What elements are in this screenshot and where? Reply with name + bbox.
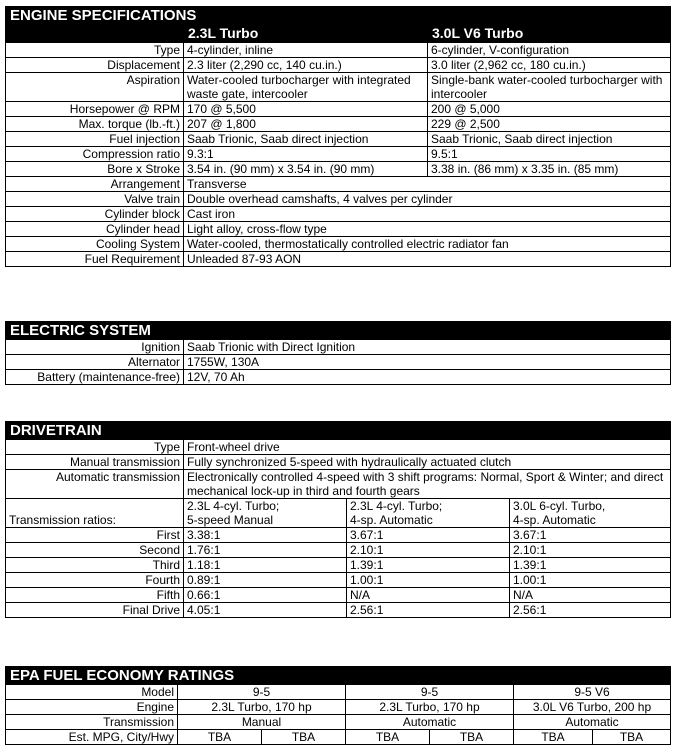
row-label: Fuel Requirement: [6, 252, 184, 267]
table-row: [6, 730, 671, 745]
value-2-3l: 9.3:1: [184, 147, 428, 162]
col-header-line: 4-sp. Automatic: [350, 513, 433, 527]
col-header-line: 2.3L 4-cyl. Turbo;: [350, 499, 443, 513]
table-row: [6, 370, 671, 385]
value-3-0l: 9.5:1: [428, 147, 671, 162]
row-value: Saab Trionic with Direct Ignition: [184, 340, 671, 355]
epa-table: [5, 666, 671, 745]
value-3-0l: 3.0 liter (2,962 cc, 180 cu.in.): [428, 58, 671, 73]
table-row: [6, 252, 671, 267]
row-label: Model: [6, 685, 178, 700]
ratio-value: 2.10:1: [510, 543, 671, 558]
row-label: Transmission: [6, 715, 178, 730]
row-value: Water-cooled, thermostatically controlled electric radiator fan: [184, 237, 671, 252]
value-2-3l: Saab Trionic, Saab direct injection: [184, 132, 428, 147]
table-row: [6, 440, 671, 455]
value-3-0l: 229 @ 2,500: [428, 117, 671, 132]
row-label: Est. MPG, City/Hwy: [6, 730, 178, 745]
engine-table: [5, 6, 671, 267]
drivetrain-section: [5, 421, 670, 618]
table-row: [6, 715, 671, 730]
electric-section-title: ELECTRIC SYSTEM: [6, 322, 671, 340]
mpg-cell: TBA: [430, 730, 514, 745]
row-label: Aspiration: [6, 73, 184, 102]
row-label: Ignition: [6, 340, 184, 355]
row-label: Arrangement: [6, 177, 184, 192]
value-2-3l: 207 @ 1,800: [184, 117, 428, 132]
table-row: [6, 102, 671, 117]
engine-col-2-3l: 2.3L Turbo: [184, 25, 428, 43]
table-row: [6, 573, 671, 588]
row-value: 1755W, 130A: [184, 355, 671, 370]
ratio-value: 2.56:1: [347, 603, 510, 618]
value-2-3l: 3.54 in. (90 mm) x 3.54 in. (90 mm): [184, 162, 428, 177]
row-label: Cylinder head: [6, 222, 184, 237]
table-row: [6, 132, 671, 147]
row-label: Final Drive: [6, 603, 184, 618]
table-row: [6, 43, 671, 58]
row-value: Light alloy, cross-flow type: [184, 222, 671, 237]
value-3-0l: 200 @ 5,000: [428, 102, 671, 117]
row-value: 12V, 70 Ah: [184, 370, 671, 385]
engine-specifications-section: [5, 6, 670, 267]
table-row: [6, 558, 671, 573]
model-cell: 9-5: [346, 685, 514, 700]
table-row: [6, 499, 671, 528]
row-label: Engine: [6, 700, 178, 715]
row-value: Unleaded 87-93 AON: [184, 252, 671, 267]
mpg-cell: TBA: [514, 730, 593, 745]
row-value: Double overhead camshafts, 4 valves per cylinder: [184, 192, 671, 207]
table-row: [6, 528, 671, 543]
value-2-3l: 2.3 liter (2,290 cc, 140 cu.in.): [184, 58, 428, 73]
ratio-value: N/A: [347, 588, 510, 603]
row-value: Fully synchronized 5-speed with hydraulically actuated clutch: [184, 455, 671, 470]
row-label: Third: [6, 558, 184, 573]
ratio-value: 0.66:1: [184, 588, 347, 603]
row-label: Horsepower @ RPM: [6, 102, 184, 117]
mpg-cell: TBA: [262, 730, 346, 745]
row-label: Cooling System: [6, 237, 184, 252]
ratio-value: 1.76:1: [184, 543, 347, 558]
engine-col-3-0l: 3.0L V6 Turbo: [428, 25, 671, 43]
table-row: [6, 117, 671, 132]
row-label: Displacement: [6, 58, 184, 73]
transmission-ratios-label: Transmission ratios:: [6, 499, 184, 528]
table-row: [6, 222, 671, 237]
table-row: [6, 237, 671, 252]
table-row: [6, 588, 671, 603]
table-row: [6, 73, 671, 102]
value-2-3l: 170 @ 5,500: [184, 102, 428, 117]
table-row: [6, 470, 671, 499]
table-row: [6, 207, 671, 222]
ratio-value: 1.00:1: [347, 573, 510, 588]
model-cell: 9-5 V6: [514, 685, 671, 700]
value-3-0l: Saab Trionic, Saab direct injection: [428, 132, 671, 147]
engine-cell: 2.3L Turbo, 170 hp: [346, 700, 514, 715]
row-value: Transverse: [184, 177, 671, 192]
drivetrain-table: [5, 421, 671, 618]
value-2-3l: Water-cooled turbocharger with integrated waste gate, intercooler: [184, 73, 428, 102]
transmission-cell: Manual: [178, 715, 346, 730]
table-row: [6, 340, 671, 355]
drivetrain-section-title: DRIVETRAIN: [6, 422, 671, 440]
table-row: [6, 177, 671, 192]
table-row: [6, 700, 671, 715]
row-label: Fuel injection: [6, 132, 184, 147]
row-label: Bore x Stroke: [6, 162, 184, 177]
ratio-value: 1.18:1: [184, 558, 347, 573]
table-row: [6, 543, 671, 558]
row-label: Max. torque (lb.-ft.): [6, 117, 184, 132]
table-row: [6, 147, 671, 162]
row-label: Valve train: [6, 192, 184, 207]
ratio-col-header: [510, 499, 671, 528]
ratio-col-header: [347, 499, 510, 528]
engine-section-title: ENGINE SPECIFICATIONS: [6, 7, 671, 25]
table-row: [6, 355, 671, 370]
mpg-cell: TBA: [346, 730, 430, 745]
ratio-value: 0.89:1: [184, 573, 347, 588]
table-row: [6, 192, 671, 207]
row-label: Cylinder block: [6, 207, 184, 222]
row-label: Manual transmission: [6, 455, 184, 470]
row-label: Alternator: [6, 355, 184, 370]
ratio-col-header: [184, 499, 347, 528]
model-cell: 9-5: [178, 685, 346, 700]
row-label: Fifth: [6, 588, 184, 603]
ratio-value: 3.38:1: [184, 528, 347, 543]
row-value: Electronically controlled 4-speed with 3 shift programs: Normal, Sport & Winter; and direct mechanical lock-up in third and fourth gears: [184, 470, 671, 499]
row-label: Compression ratio: [6, 147, 184, 162]
value-3-0l: Single-bank water-cooled turbocharger with intercooler: [428, 73, 671, 102]
row-label: Second: [6, 543, 184, 558]
table-row: [6, 455, 671, 470]
engine-header-blank: [6, 25, 184, 43]
value-2-3l: 4-cylinder, inline: [184, 43, 428, 58]
electric-table: [5, 321, 671, 385]
ratio-value: 2.56:1: [510, 603, 671, 618]
row-value: Front-wheel drive: [184, 440, 671, 455]
epa-fuel-economy-section: [5, 666, 670, 745]
col-header-line: 4-sp. Automatic: [513, 513, 596, 527]
table-row: [6, 58, 671, 73]
electric-system-section: [5, 321, 670, 385]
ratio-value: 1.39:1: [347, 558, 510, 573]
col-header-line: 5-speed Manual: [187, 513, 274, 527]
table-row: [6, 162, 671, 177]
epa-section-title: EPA FUEL ECONOMY RATINGS: [6, 667, 671, 685]
col-header-line: 3.0L 6-cyl. Turbo,: [513, 499, 606, 513]
transmission-cell: Automatic: [514, 715, 671, 730]
row-label: Battery (maintenance-free): [6, 370, 184, 385]
ratio-value: 3.67:1: [347, 528, 510, 543]
table-row: [6, 603, 671, 618]
ratio-value: 1.39:1: [510, 558, 671, 573]
engine-cell: 2.3L Turbo, 170 hp: [178, 700, 346, 715]
ratio-value: 4.05:1: [184, 603, 347, 618]
table-row: [6, 685, 671, 700]
value-3-0l: 3.38 in. (86 mm) x 3.35 in. (85 mm): [428, 162, 671, 177]
col-header-line: 2.3L 4-cyl. Turbo;: [187, 499, 280, 513]
row-label: Automatic transmission: [6, 470, 184, 499]
value-3-0l: 6-cylinder, V-configuration: [428, 43, 671, 58]
ratio-value: 1.00:1: [510, 573, 671, 588]
row-label: Type: [6, 440, 184, 455]
ratio-value: 2.10:1: [347, 543, 510, 558]
ratio-value: N/A: [510, 588, 671, 603]
row-label: First: [6, 528, 184, 543]
engine-cell: 3.0L V6 Turbo, 200 hp: [514, 700, 671, 715]
ratio-value: 3.67:1: [510, 528, 671, 543]
row-label: Type: [6, 43, 184, 58]
row-label: Fourth: [6, 573, 184, 588]
transmission-cell: Automatic: [346, 715, 514, 730]
row-value: Cast iron: [184, 207, 671, 222]
mpg-cell: TBA: [593, 730, 671, 745]
mpg-cell: TBA: [178, 730, 262, 745]
